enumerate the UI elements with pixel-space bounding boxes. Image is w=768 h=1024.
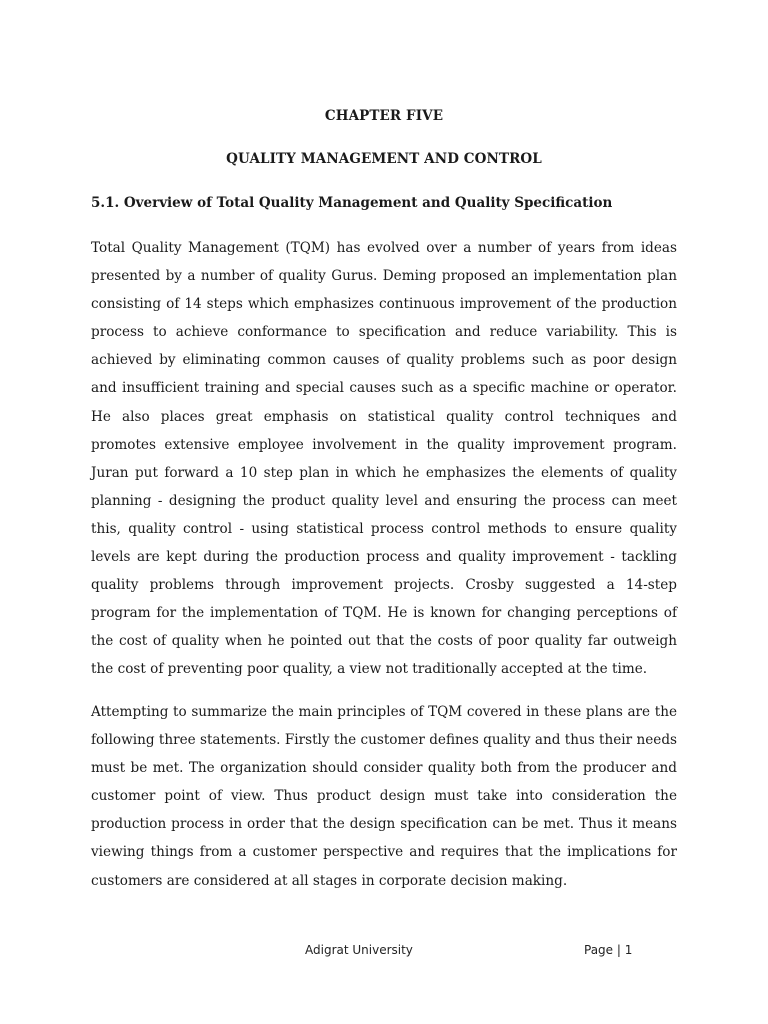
body-paragraph-1: Total Quality Management (TQM) has evolved over a number of years from ideas presented by a number of quality Gurus. Deming proposed an implementation plan consisting of 14 steps which emphasizes continuous improvement of the production process to achieve conformance to specification and reduce variability. This is achieved by eliminating common causes of quality problems such as poor design and insufficient training and special causes such as a specific machine or operator. He also places great emphasis on statistical quality control techniques and promotes extensive employee involvement in the quality improvement program. Juran put forward a 10 step plan in which he emphasizes the elements of quality planning - designing the product quality level and ensuring the process can meet this, quality control - using statistical process control methods to ensure quality levels are kept during the production process and quality improvement - tackling quality problems through improvement projects. Crosby suggested a 14-step program for the implementation of TQM. He is known for changing perceptions of the cost of quality when he pointed out that the costs of poor quality far outweigh the cost of preventing poor quality, a view not traditionally accepted at the time. xyxy=(91,240,677,678)
footer-institution: Adigrat University xyxy=(305,943,413,957)
chapter-heading: CHAPTER FIVE xyxy=(324,108,444,124)
section-heading: 5.1. Overview of Total Quality Management and Quality Specification xyxy=(91,195,613,211)
body-paragraph-2: Attempting to summarize the main principles of TQM covered in these plans are the following three statements. Firstly the customer defines quality and thus their needs must be met. The organization should consider quality both from the producer and customer point of view. Thus product design must take into consideration the production process in order that the design specification can be met. Thus it means viewing things from a customer perspective and requires that the implications for customers are considered at all stages in corporate decision making. xyxy=(91,704,677,889)
chapter-title: QUALITY MANAGEMENT AND CONTROL xyxy=(226,151,542,167)
footer-page-number: Page | 1 xyxy=(584,943,633,957)
